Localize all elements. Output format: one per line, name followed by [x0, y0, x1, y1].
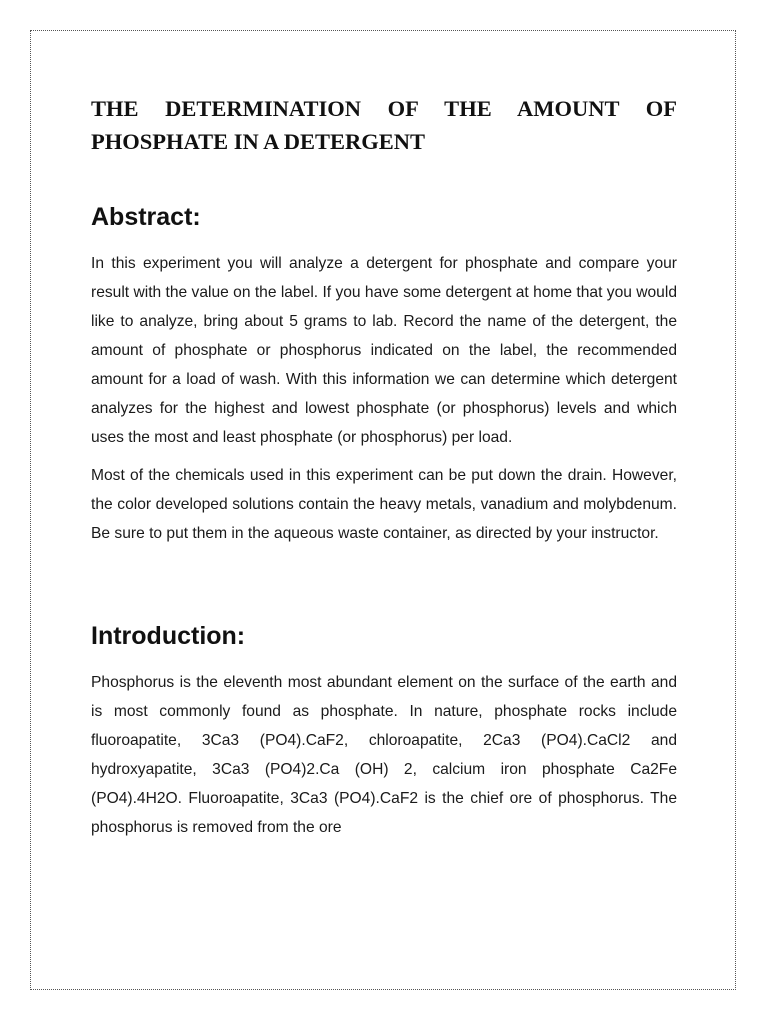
- document-body: [91, 92, 677, 842]
- document-title: THE DETERMINATION OF THE AMOUNT OF PHOSPHATE IN A DETERGENT: [91, 96, 677, 154]
- introduction-paragraph-1: Phosphorus is the eleventh most abundant element on the surface of the earth and is most commonly found as phosphate. In nature, phosphate rocks include fluoroapatite, 3Ca3 (PO4).CaF2, chloroapatite, 2Ca3 (PO4).CaCl2 and hydroxyapatite, 3Ca3 (PO4)2.Ca (OH) 2, calcium iron phosphate Ca2Fe (PO4).4H2O. Fluoroapatite, 3Ca3 (PO4).CaF2 is the chief ore of phosphorus. The phosphorus is removed from the ore: [91, 674, 677, 836]
- introduction-heading: Introduction:: [91, 622, 246, 650]
- abstract-heading: Abstract:: [91, 203, 201, 231]
- abstract-paragraph-2: Most of the chemicals used in this experiment can be put down the drain. However, the color developed solutions contain the heavy metals, vanadium and molybdenum. Be sure to put them in the aqueous waste container, as directed by your instructor.: [91, 467, 677, 542]
- abstract-paragraph-1: In this experiment you will analyze a detergent for phosphate and compare your result with the value on the label. If you have some detergent at home that you would like to analyze, bring about 5 grams to lab. Record the name of the detergent, the amount of phosphate or phosphorus indicated on the label, the recommended amount for a load of wash. With this information we can determine which detergent analyzes for the highest and lowest phosphate (or phosphorus) levels and which uses the most and least phosphate (or phosphorus) per load.: [91, 255, 677, 446]
